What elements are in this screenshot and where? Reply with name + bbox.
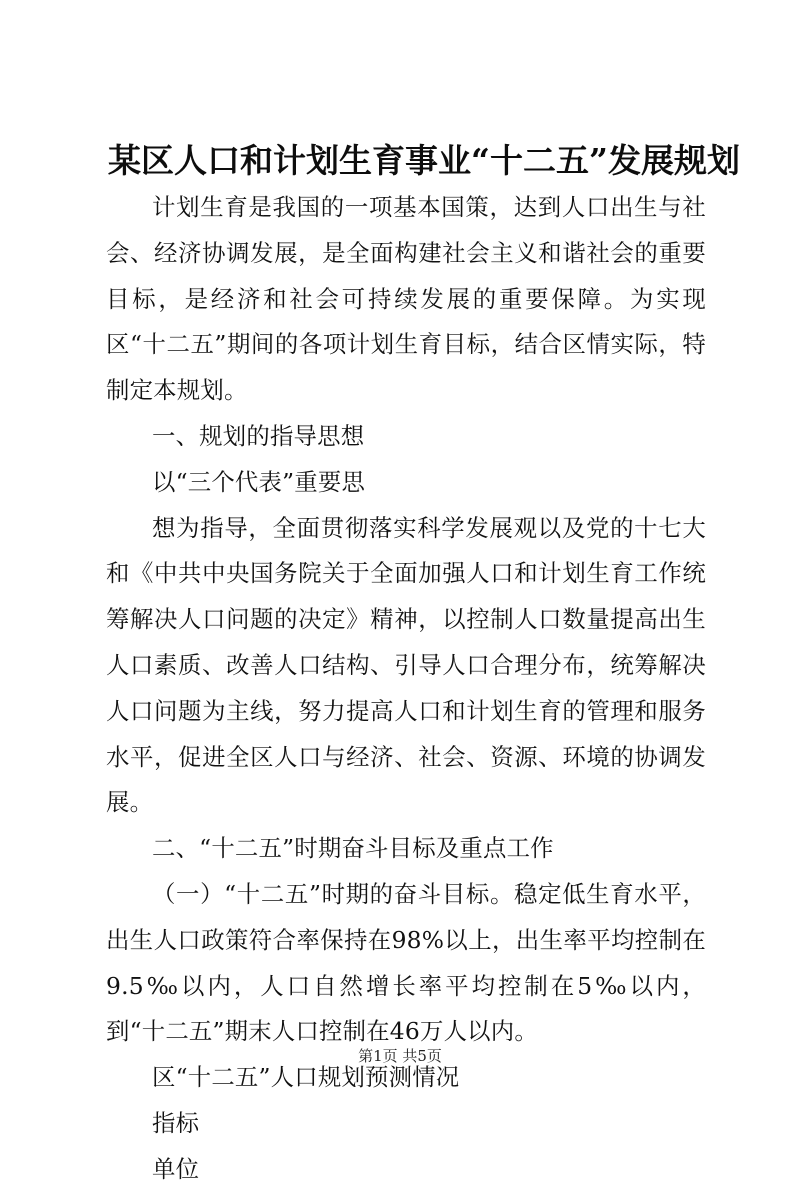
section-heading-guiding-thought: 一、规划的指导思想 <box>152 421 365 450</box>
paragraph-three-represents: 以“三个代表”重要思 <box>152 467 366 496</box>
table-header-unit: 单位 <box>152 1154 200 1183</box>
page-footer: 第1页 共5页 <box>358 1047 442 1065</box>
document-title: 某区人口和计划生育事业“十二五”发展规划 <box>108 141 740 180</box>
paragraph-guiding-detail: 想为指导，全面贯彻落实科学发展观以及党的十七大和《中共中央国务院关于全面加强人口和计划生育工作统筹解决人口问题的决定》精神，以控制人口数量提高出生人口素质、改善人口结构、引导人口合理分布，统筹解决人口问题为主线，努力提高人口和计划生育的管理和服务水平，促进全区人口与经济、社会、资源、环境的协调发展。 <box>106 513 706 817</box>
table-header-indicator: 指标 <box>152 1108 200 1137</box>
paragraph-goals-detail: （一）“十二五”时期的奋斗目标。稳定低生育水平，出生人口政策符合率保持在98%以上，出生率平均控制在9.5‰以内，人口自然增长率平均控制在5‰以内，到“十二五”期末人口控制在46万人以内。 <box>106 879 706 1046</box>
table-caption: 区“十二五”人口规划预测情况 <box>152 1063 460 1092</box>
paragraph-intro: 计划生育是我国的一项基本国策，达到人口出生与社会、经济协调发展，是全面构建社会主义和谐社会的重要目标，是经济和社会可持续发展的重要保障。为实现区“十二五”期间的各项计划生育目标，结合区情实际，特制定本规划。 <box>106 193 706 405</box>
document-body <box>106 185 706 1193</box>
section-heading-goals: 二、“十二五”时期奋斗目标及重点工作 <box>152 834 554 863</box>
